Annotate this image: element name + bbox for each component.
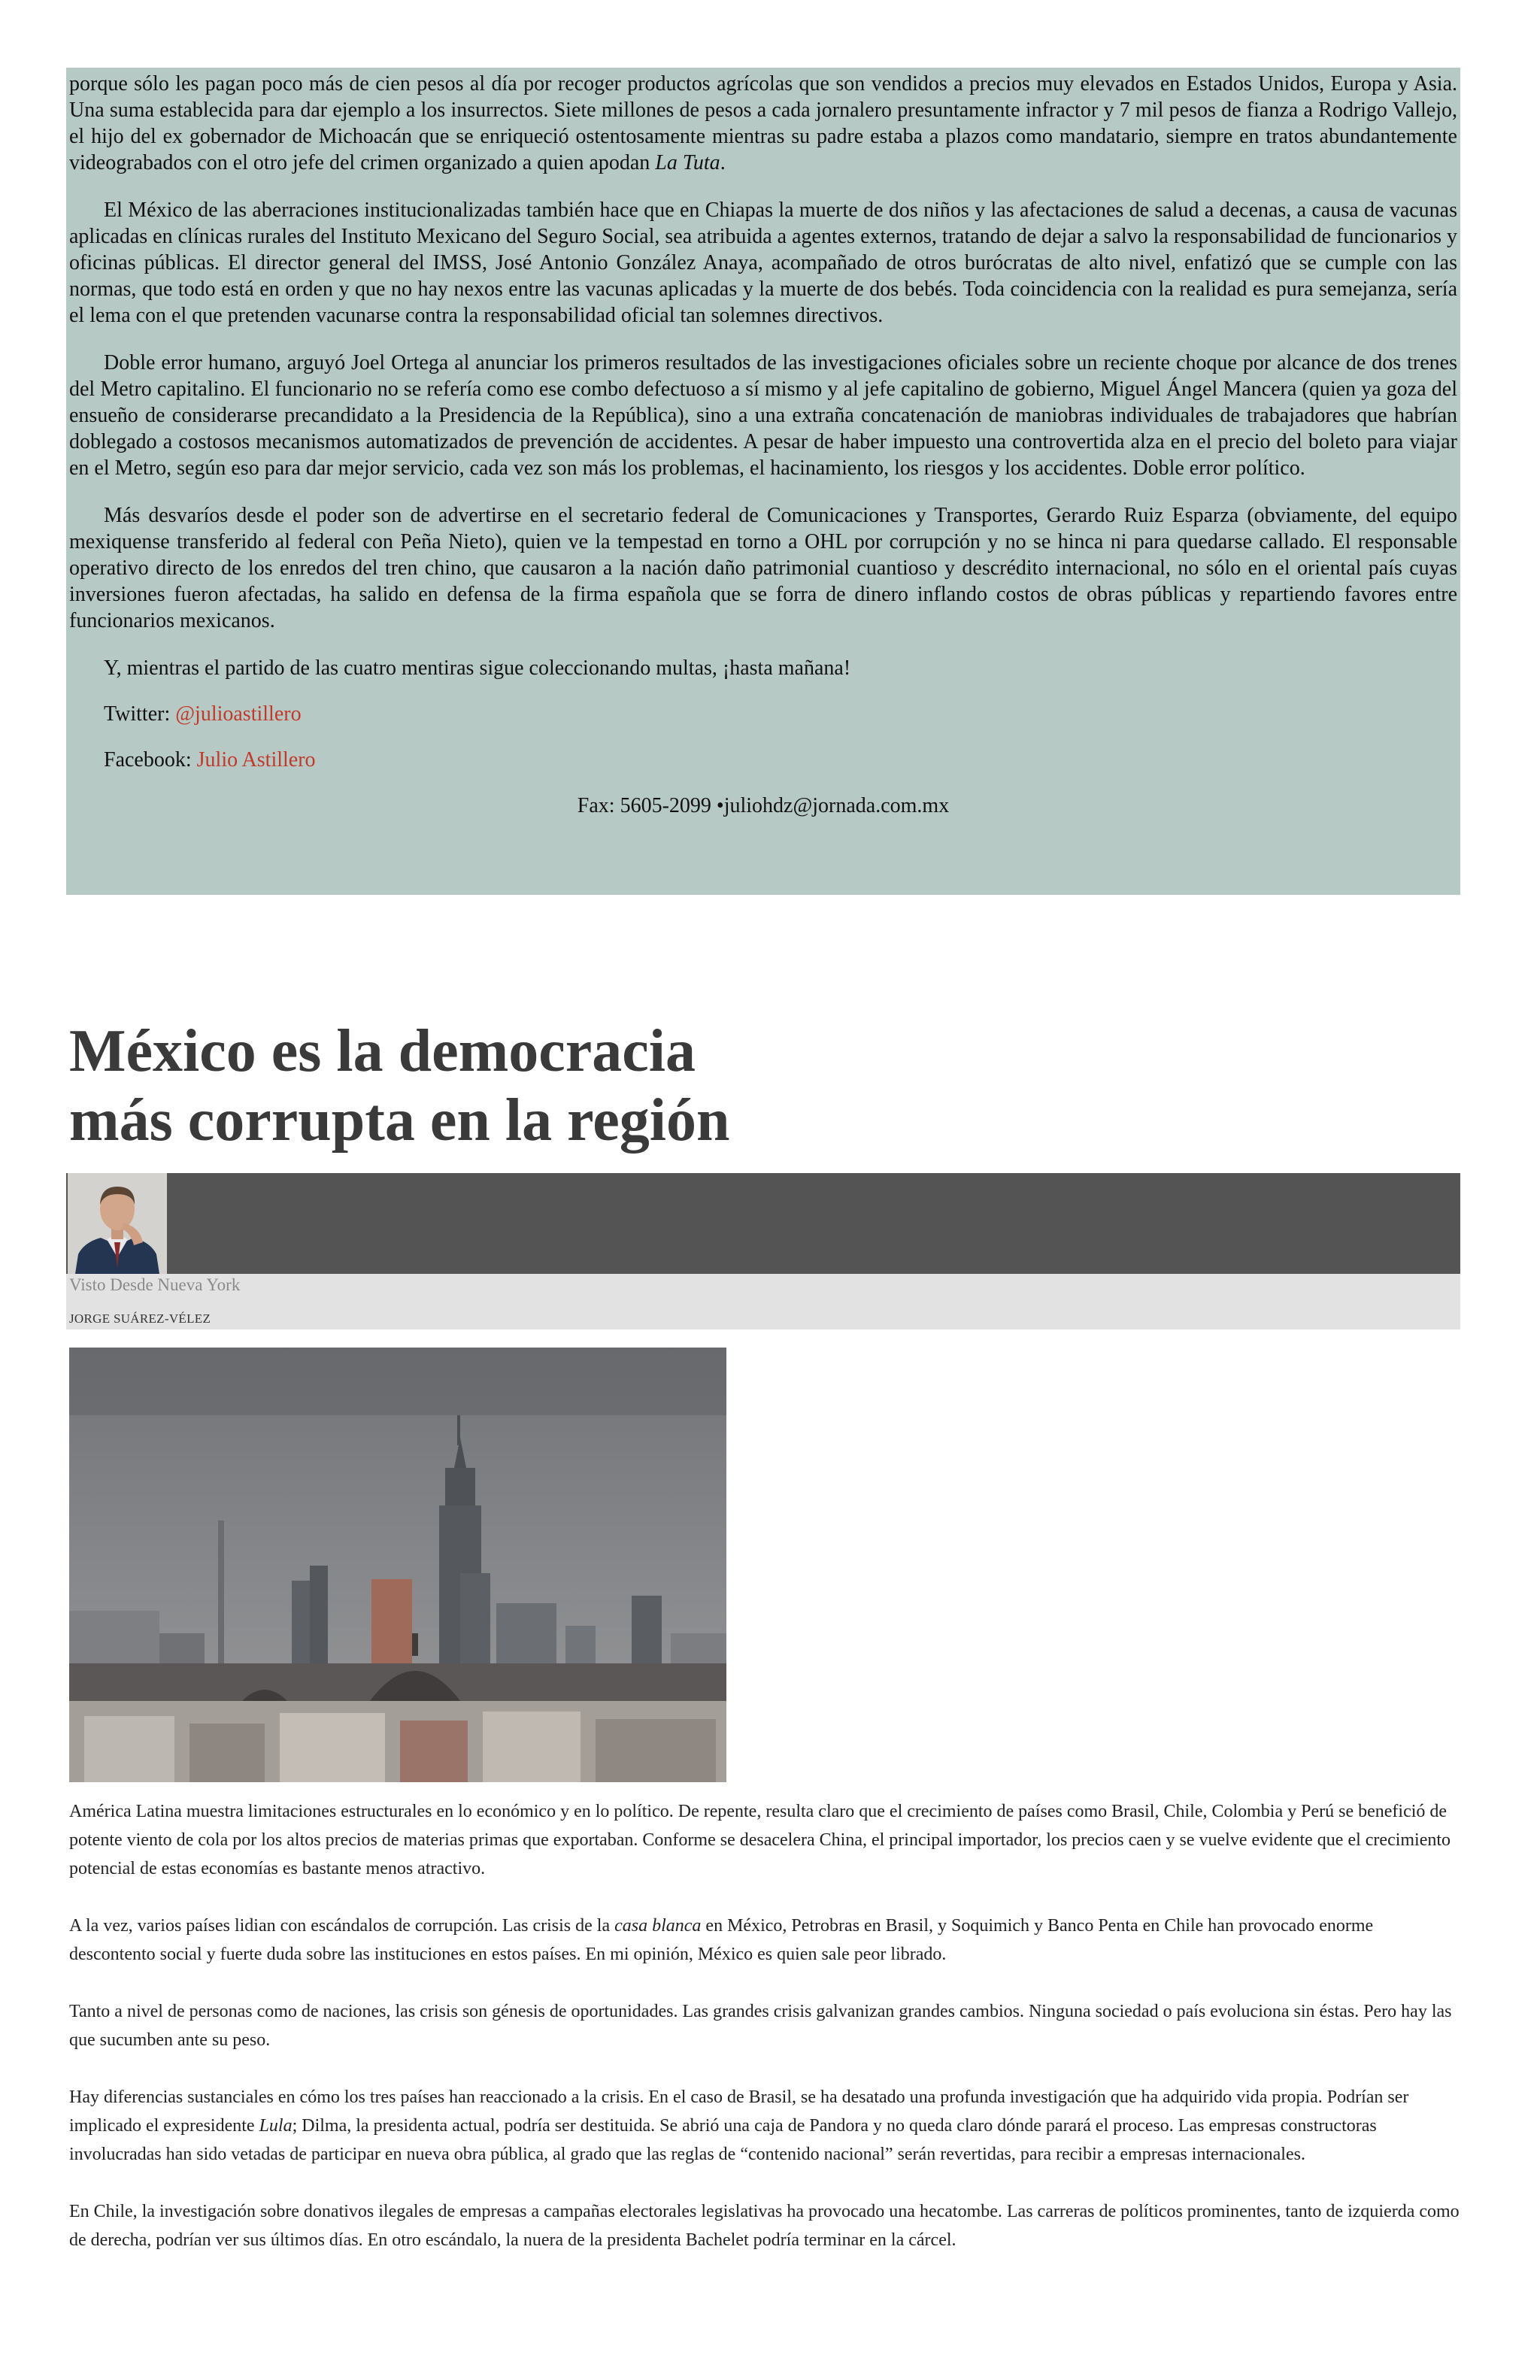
headline-line-1: México es la democracia (69, 1018, 696, 1084)
closing-line: Y, mientras el partido de las cuatro mentiras sigue coleccionando multas, ¡hasta mañana! (104, 656, 851, 680)
article-body (69, 1797, 1460, 2283)
previous-article-box (66, 68, 1460, 895)
paragraph-4: Más desvaríos desde el poder son de advertirse en el secretario federal de Comunicaciones y Transportes, Gerardo Ruiz Esparza (obviamente, del equipo mexiquense transferido al federal con Peña Nieto), quien ve la tempestad en torno a OHL por corrupción y no se hinca ni para quedarse callado. El responsable operativo directo de los enredos del tren chino, que causaron a la nación daño patrimonial cuantioso y descrédito internacional, no sólo en el oriental país cuyas inversiones fueron afectadas, ha salido en defensa de la firma española que se forra de dinero inflando costos de obras públicas y repartiendo favores entre funcionarios mexicanos. (69, 504, 1457, 632)
fax-email-line: Fax: 5605-2099 •juliohdz@jornada.com.mx (577, 794, 950, 817)
body-paragraph-1: América Latina muestra limitaciones estructurales en lo económico y en lo político. De repente, resulta claro que el crecimiento de países como Brasil, Chile, Colombia y Perú se benefició de potente viento de cola por los altos precios de materias primas que exportaban. Conforme se desacelera China, el principal importador, los precios caen y se vuelve evidente que el crecimiento potencial de estas economías es bastante menos atractivo. (69, 1802, 1451, 1878)
paragraph-3: Doble error humano, arguyó Joel Ortega al anunciar los primeros resultados de las investigaciones oficiales sobre un reciente choque por alcance de dos trenes del Metro capitalino. El funcionario no se refería como ese combo defectuoso a sí mismo y al jefe capitalino de gobierno, Miguel Ángel Mancera (quien ya goza del ensueño de considerarse precandidato a la Presidencia de la República), sino a una extraña concatenación de maniobras individuales de trabajadores que habrían doblegado a costosos mecanismos automatizados de prevención de accidentes. A pesar de haber impuesto una controvertida alza en el precio del boleto para viajar en el Metro, según eso para dar mejor servicio, cada vez son más los problemas, el hacinamiento, los riesgos y los accidentes. Doble error político. (69, 351, 1457, 480)
body-paragraph-4: Hay diferencias sustanciales en cómo los tres países han reaccionado a la crisis. En el caso de Brasil, se ha desatado una profunda investigación que ha adquirido vida propia. Podrían ser implicado el expresidente Lula; Dilma, la presidenta actual, podría ser destituida. Se abrió una caja de Pandora y no queda claro dónde parará el proceso. Las empresas constructoras involucradas han sido vetadas de participar en nueva obra pública, al grado que las reglas de “contenido nacional” serán revertidas, para recibir a empresas internacionales. (69, 2087, 1409, 2164)
city-skyline-image (69, 1348, 726, 1782)
body-paragraph-2: A la vez, varios países lidian con escándalos de corrupción. Las crisis de la casa blanca en México, Petrobras en Brasil, y Soquimich y Banco Penta en Chile han provocado enorme descontento social y fuerte duda sobre las instituciones en estos países. En mi opinión, México es quien sale peor librado. (69, 1916, 1374, 1964)
paragraph-2: El México de las aberraciones institucionalizadas también hace que en Chiapas la muerte de dos niños y las afectaciones de salud a decenas, a causa de vacunas aplicadas en clínicas rurales del Instituto Mexicano del Seguro Social, sea atribuida a agentes externos, tratando de dejar a salvo la responsabilidad de funcionarios y oficinas públicas. El director general del IMSS, José Antonio González Anaya, acompañado de otros burócratas de alto nivel, enfatizó que se cumple con las normas, que todo está en orden y que no hay nexos entre las vacunas aplicadas y la muerte de dos bebés. Toda coincidencia con la realidad es pura semejanza, sería el lema con el que pretenden vacunarse contra la responsabilidad oficial tan solemnes directivos. (69, 199, 1457, 327)
author-avatar (68, 1173, 167, 1274)
article-headline (69, 1017, 1047, 1155)
casa-blanca-italic: casa blanca (614, 1916, 702, 1936)
author-bar (66, 1173, 1460, 1274)
article-photo (69, 1348, 726, 1782)
author-name: JORGE SUÁREZ-VÉLEZ (69, 1311, 211, 1326)
paragraph-1: porque sólo les pagan poco más de cien pesos al día por recoger productos agrícolas que son vendidos a precios muy elevados en Estados Unidos, Europa y Asia. Una suma establecida para dar ejemplo a los insurrectos. Siete millones de pesos a cada jornalero presuntamente infractor y 7 mil pesos de fianza a Rodrigo Vallejo, el hijo del ex gobernador de Michoacán que se enriqueció ostentosamente mientras su padre estaba a plazos como mandatario, siempre en tratos abundantemente videograbados con el otro jefe del crimen organizado a quien apodan La Tuta. (69, 72, 1457, 174)
column-name: Visto Desde Nueva York (69, 1275, 241, 1294)
facebook-link[interactable]: Julio Astillero (196, 748, 316, 772)
nickname-italic: La Tuta (655, 151, 720, 174)
lula-italic: Lula (259, 2116, 293, 2136)
twitter-link[interactable]: @julioastillero (175, 702, 302, 726)
body-paragraph-5: En Chile, la investigación sobre donativos ilegales de empresas a campañas electorales legislativas ha provocado una hecatombe. Las carreras de políticos prominentes, tanto de izquierda como de derecha, podrían ver sus últimos días. En otro escándalo, la nuera de la presidenta Bachelet podría terminar en la cárcel. (69, 2202, 1460, 2250)
twitter-line: Twitter: @julioastillero (104, 702, 302, 726)
facebook-line: Facebook: Julio Astillero (104, 748, 316, 772)
body-paragraph-3: Tanto a nivel de personas como de naciones, las crisis son génesis de oportunidades. Las grandes crisis galvanizan grandes cambios. Ninguna sociedad o país evoluciona sin éstas. Pero hay las que sucumben ante su peso. (69, 2002, 1452, 2050)
author-info-strip (66, 1274, 1460, 1329)
author-portrait-icon (68, 1173, 167, 1274)
headline-line-2: más corrupta en la región (69, 1087, 730, 1154)
